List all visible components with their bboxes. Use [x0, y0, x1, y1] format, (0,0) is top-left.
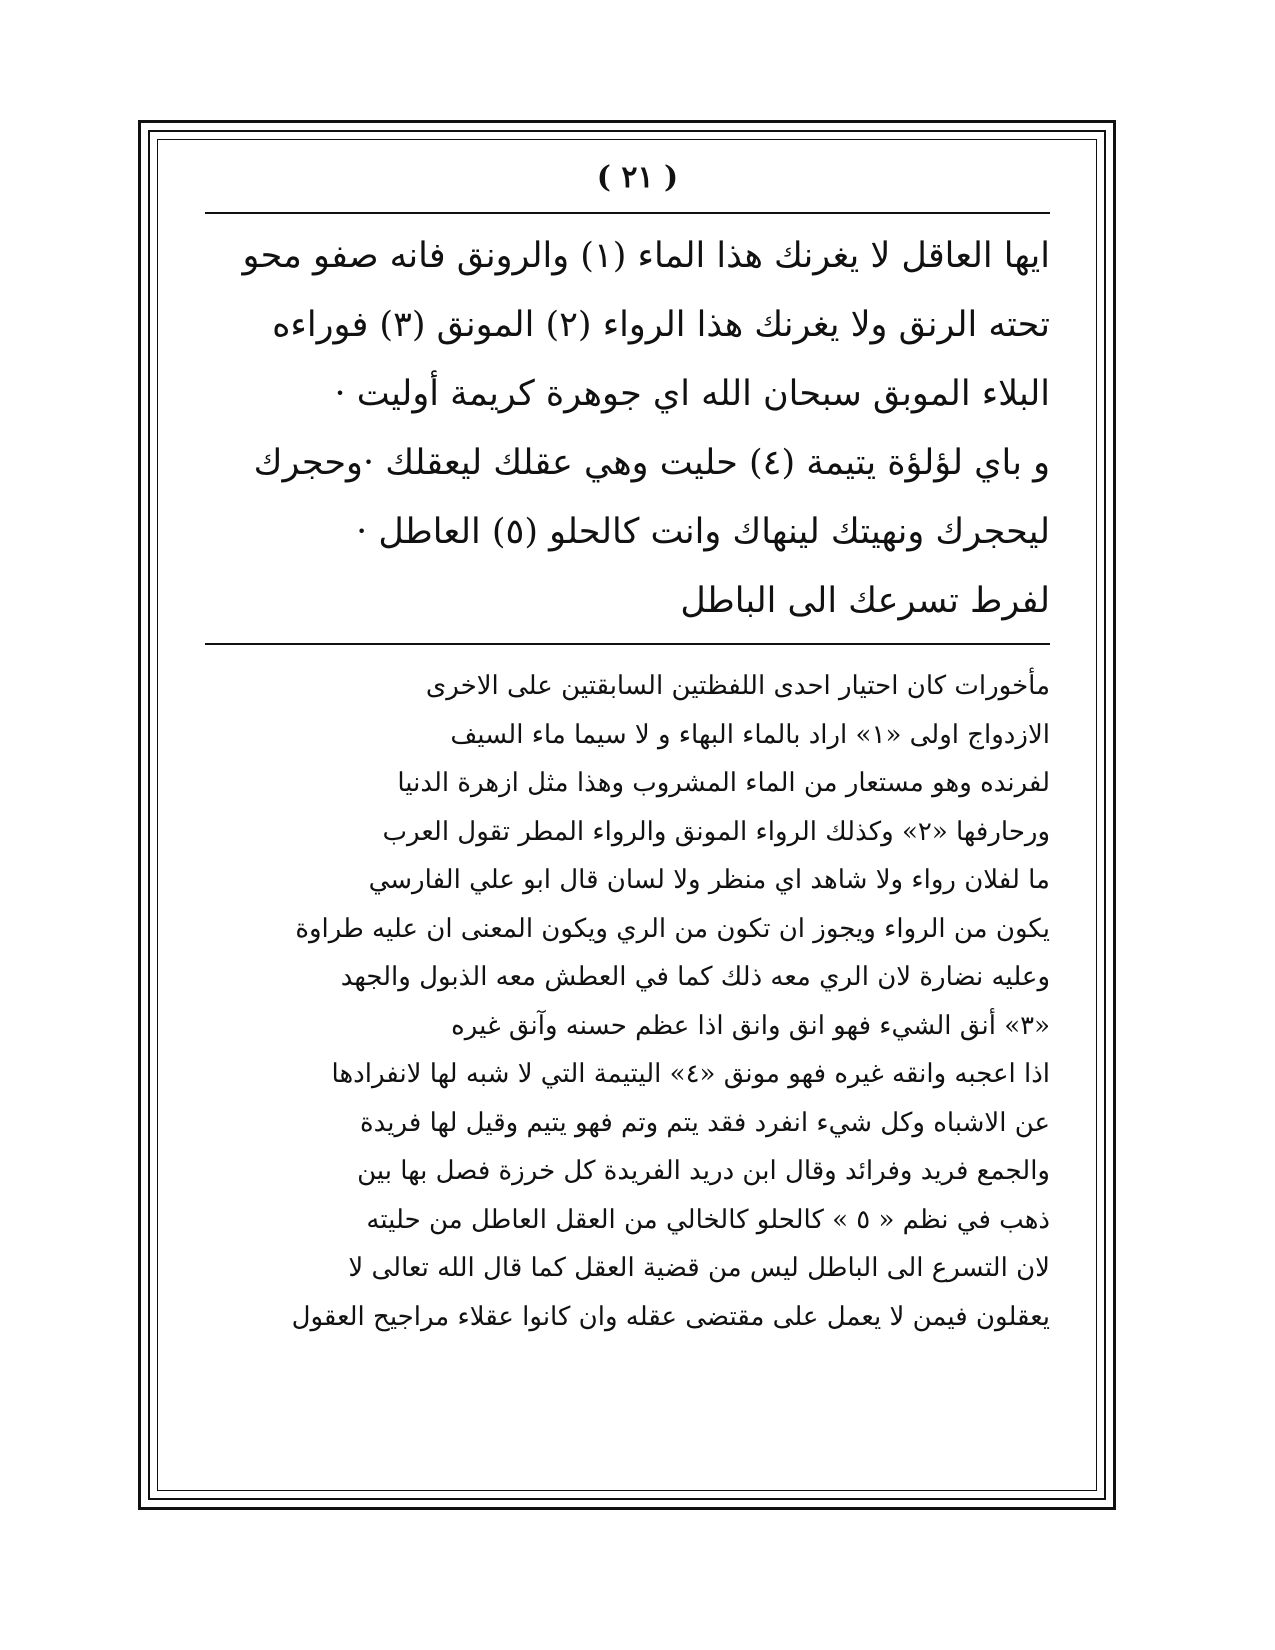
- main-text-line: تحته الرنق ولا يغرنك هذا الرواء (٢) المونق (٣) فوراءه: [272, 305, 1050, 345]
- main-text-line: لفرط تسرعك الى الباطل: [680, 581, 1050, 621]
- main-text-line: و باي لؤلؤة يتيمة (٤) حليت وهي عقلك ليعقلك ·وحجرك: [253, 443, 1050, 483]
- main-text-line: ايها العاقل لا يغرنك هذا الماء (١) والرونق فانه صفو محو: [242, 236, 1050, 276]
- footnote-line: الازدواج اولى «١» اراد بالماء البهاء و لا سيما ماء السيف: [450, 719, 1050, 750]
- footnote-line: اذا اعجبه وانقه غيره فهو مونق «٤» اليتيمة التي لا شبه لها لانفرادها: [331, 1059, 1050, 1089]
- footnotes: [205, 662, 1050, 1341]
- page-number: ( ٢١ ): [596, 160, 679, 195]
- main-text-line: البلاء الموبق سبحان الله اي جوهرة كريمة أوليت ·: [334, 374, 1050, 414]
- footnote-separator-rule: [205, 643, 1050, 645]
- main-text: [205, 222, 1050, 636]
- footnote-line: عن الاشباه وكل شيء انفرد فقد يتم وتم فهو يتيم وقيل لها فريدة: [360, 1107, 1050, 1138]
- footnote-line: والجمع فريد وفرائد وقال ابن دريد الفريدة كل خرزة فصل بها بين: [357, 1156, 1050, 1186]
- footnote-line: مأخورات كان احتيار احدى اللفظتين السابقتين على الاخرى: [425, 671, 1050, 701]
- footnote-line: «٣» أنق الشيء فهو انق وانق اذا عظم حسنه وآنق غيره: [451, 1010, 1050, 1041]
- footnote-line: ما لفلان رواء ولا شاهد اي منظر ولا لسان قال ابو علي الفارسي: [368, 865, 1050, 895]
- footnote-line: يعقلون فيمن لا يعمل على مقتضى عقله وان كانوا عقلاء مراجيح العقول: [291, 1301, 1050, 1332]
- header-rule: [205, 212, 1050, 214]
- footnote-line: وعليه نضارة لان الري معه ذلك كما في العطش معه الذبول والجهد: [340, 962, 1050, 992]
- main-text-line: ليحجرك ونهيتك لينهاك وانت كالحلو (٥) العاطل ·: [356, 512, 1050, 552]
- footnote-line: لفرنده وهو مستعار من الماء المشروب وهذا مثل ازهرة الدنيا: [397, 768, 1050, 798]
- footnote-line: ذهب في نظم « ٥ » كالحلو كالخالي من العقل العاطل من حليته: [366, 1204, 1050, 1235]
- footnote-line: لان التسرع الى الباطل ليس من قضية العقل كما قال الله تعالى لا: [348, 1253, 1050, 1283]
- footnote-line: ورحارفها «٢» وكذلك الرواء المونق والرواء المطر تقول العرب: [382, 816, 1050, 847]
- footnote-line: يكون من الرواء ويجوز ان تكون من الري ويكون المعنى ان عليه طراوة: [295, 913, 1050, 944]
